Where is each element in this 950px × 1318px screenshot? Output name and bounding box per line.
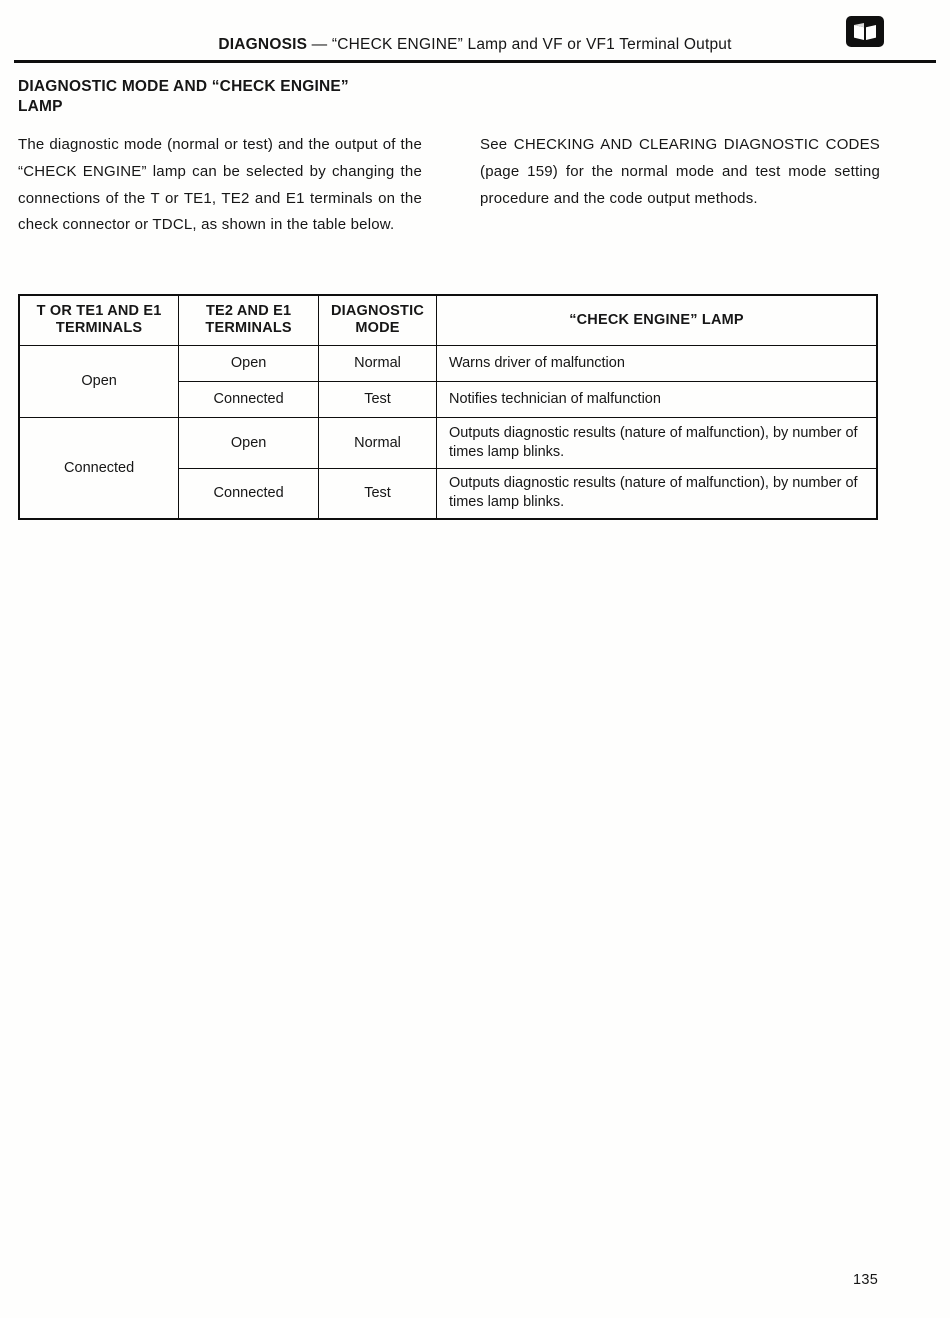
- te2-cell: Connected: [179, 381, 319, 417]
- mode-cell: Normal: [319, 345, 437, 381]
- terminal-group-connected: Connected: [19, 417, 179, 519]
- header-subtitle: — “CHECK ENGINE” Lamp and VF or VF1 Terminal Output: [307, 36, 732, 53]
- table-row: [19, 345, 877, 381]
- lamp-cell: Notifies technician of malfunction: [436, 381, 877, 417]
- section-heading-line1: DIAGNOSTIC MODE AND “CHECK ENGINE”: [18, 78, 349, 95]
- body-paragraph-right: See CHECKING AND CLEARING DIAGNOSTIC CODES (page 159) for the normal mode and test mode setting procedure and the code output methods.: [480, 136, 880, 207]
- book-icon: [846, 16, 884, 47]
- page-header: [0, 36, 950, 54]
- table-header-row: [19, 295, 877, 345]
- mode-cell: Test: [319, 381, 437, 417]
- col-header-t-te1-terminals: T OR TE1 AND E1 TERMINALS: [19, 295, 179, 345]
- col-header-check-engine-lamp: “CHECK ENGINE” LAMP: [436, 295, 877, 345]
- lamp-cell: Warns driver of malfunction: [436, 345, 877, 381]
- header-section-label: DIAGNOSIS: [218, 36, 308, 53]
- lamp-cell: Outputs diagnostic results (nature of malfunction), by number of times lamp blinks.: [436, 468, 877, 519]
- te2-cell: Connected: [179, 468, 319, 519]
- diagnostic-mode-table: [18, 294, 878, 520]
- te2-cell: Open: [179, 417, 319, 468]
- body-paragraph-left: The diagnostic mode (normal or test) and the output of the “CHECK ENGINE” lamp can be selected by changing the connections of the T or TE1, TE2 and E1 terminals on the check connector or TDCL, as shown in the table below.: [18, 136, 422, 234]
- section-heading-line2: LAMP: [18, 98, 63, 115]
- page-number: 135: [853, 1272, 879, 1288]
- col-header-te2-terminals: TE2 AND E1 TERMINALS: [179, 295, 319, 345]
- mode-cell: Normal: [319, 417, 437, 468]
- terminal-group-open: Open: [19, 345, 179, 417]
- table-row: [19, 417, 877, 468]
- header-divider: [14, 60, 936, 63]
- mode-cell: Test: [319, 468, 437, 519]
- te2-cell: Open: [179, 345, 319, 381]
- lamp-cell: Outputs diagnostic results (nature of malfunction), by number of times lamp blinks.: [436, 417, 877, 468]
- section-heading: [18, 77, 349, 117]
- col-header-diagnostic-mode: DIAGNOSTIC MODE: [319, 295, 437, 345]
